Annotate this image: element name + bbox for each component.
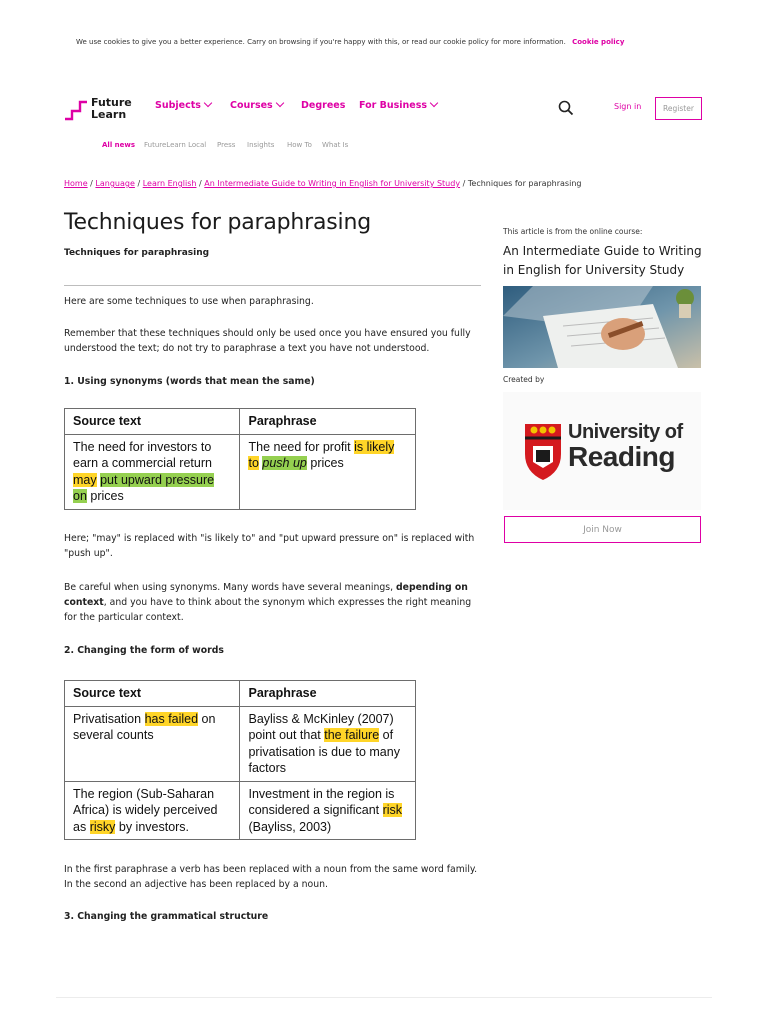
heading-grammatical-structure: 3. Changing the grammatical structure [64,911,269,922]
breadcrumb-course[interactable]: An Intermediate Guide to Writing in English for University Study [204,179,461,188]
paraphrase-text: of privatisation is due to many factors [248,728,400,775]
paraphrase-cell [240,781,416,840]
here-paragraph: Here; "may" is replaced with "is likely to" and "put upward pressure on" is replaced with "push up". [64,533,475,559]
careful-text: , and you have to think about the synonym which expresses the right meaning for the particular context. [64,597,472,623]
source-text: on several counts [73,711,216,742]
nav-degrees[interactable] [301,100,345,111]
logo-mark-icon [64,99,88,121]
table-header-source: Source text [65,681,240,707]
source-text: The region (Sub-Saharan Africa) is widely perceived as [73,786,218,834]
careful-text: Be careful when using synonyms. Many words have several meanings, [64,582,396,593]
careful-bold: depending on context [64,582,468,608]
nav-subjects[interactable] [155,100,211,111]
highlight-yellow: is likely [354,439,395,454]
university-name-line-1: University of [568,421,683,443]
paraphrase-text: prices [306,456,344,470]
nav-for-business[interactable] [359,100,437,111]
heading-changing-form: 2. Changing the form of words [64,645,224,656]
breadcrumb-separator: / [90,179,93,188]
heading-synonyms: 1. Using synonyms (words that mean the same) [64,376,315,387]
table-header-source: Source text [65,409,240,435]
created-by-label: Created by [503,375,545,384]
course-from-label: This article is from the online course: [503,227,643,236]
breadcrumb-learn-english[interactable]: Learn English [142,179,197,188]
table-header-row [65,681,416,707]
paraphrase-text: The need for profit [248,439,355,454]
breadcrumb [64,179,581,188]
remember-paragraph: Remember that these techniques should only be used once you have ensured you fully understood the text; do not try to paraphrase a text you have not understood. [64,328,471,354]
chevron-down-icon [204,99,212,107]
source-cell [65,781,240,840]
paraphrase-text: Investment in the region is considered a significant [248,786,395,817]
subnav-press[interactable]: Press [217,141,236,149]
nav-courses[interactable] [230,100,283,111]
subnav-futurelearn-local[interactable]: FutureLearn Local [144,141,207,149]
highlight-yellow: to [248,456,259,470]
course-photo [503,286,701,368]
nav-degrees-label: Degrees [301,100,346,111]
subnav-all-news[interactable]: All news [102,141,136,149]
subnav-insights[interactable]: Insights [247,141,275,149]
nav-courses-label: Courses [230,100,273,111]
join-now-button[interactable]: Join Now [504,516,701,543]
register-button[interactable]: Register [655,97,702,120]
highlight-yellow: may [73,472,97,487]
divider [64,285,481,286]
breadcrumb-separator: / [137,179,141,188]
subnav-what-is[interactable]: What Is [322,141,349,149]
table-row [65,434,416,509]
table-row [65,706,416,781]
course-title-link[interactable]: An Intermediate Guide to Writing in English for University Study [503,244,702,277]
article-subtitle: Techniques for paraphrasing [64,248,210,258]
table-row [65,781,416,840]
logo-line-1: Future [91,96,132,109]
search-icon[interactable] [558,100,574,116]
paraphrase-text: Bayliss & McKinley (2007) point out that [248,711,394,742]
breadcrumb-current: Techniques for paraphrasing [467,179,582,188]
course-image[interactable] [503,286,701,368]
nav-for-business-label: For Business [359,100,428,111]
table-header-paraphrase: Paraphrase [240,409,416,435]
chevron-down-icon [430,99,438,107]
logo-text [91,97,132,121]
cookie-policy-link[interactable]: Cookie policy [572,38,625,46]
footer-divider [56,997,712,998]
first-paraphrase-paragraph: In the first paraphrase a verb has been replaced with a noun from the same word family. In the second an adjective has been replaced by a noun. [64,864,478,890]
paraphrase-cell [240,706,416,781]
table-header-row [65,409,416,435]
careful-paragraph [64,580,484,625]
chevron-down-icon [275,99,283,107]
word-form-table [64,680,416,840]
page-title: Techniques for paraphrasing [64,210,371,235]
source-text: by investors. [115,819,190,834]
highlight-yellow: risky [89,819,116,834]
futurelearn-logo[interactable] [64,97,144,123]
source-text: prices [86,489,124,503]
highlight-green: put upward pressure [100,472,215,487]
nav-subjects-label: Subjects [155,100,201,111]
table-header-paraphrase: Paraphrase [240,681,416,707]
source-text: Privatisation [73,711,145,726]
university-logo[interactable] [503,392,701,510]
logo-line-2: Learn [91,108,127,121]
paraphrase-cell [240,434,416,509]
breadcrumb-language[interactable]: Language [95,179,135,188]
breadcrumb-separator: / [462,179,466,188]
cookie-text: We use cookies to give you a better experience. Carry on browsing if you're happy with this, or read our cookie policy for more information. [76,38,566,46]
cookie-banner [76,38,624,46]
synonyms-table [64,408,416,510]
paraphrase-text: (Bayliss, 2003) [248,819,332,834]
sign-in-link[interactable]: Sign in [614,102,642,111]
intro-paragraph: Here are some techniques to use when paraphrasing. [64,296,314,307]
breadcrumb-home[interactable]: Home [64,179,88,188]
breadcrumb-separator: / [199,179,202,188]
highlight-yellow: has failed [144,711,199,726]
source-cell [65,434,240,509]
highlight-yellow: the failure [324,728,380,742]
subnav-how-to[interactable]: How To [287,141,312,149]
source-text: The need for investors to earn a commercial return [73,439,212,470]
highlight-green: push up [262,456,307,470]
highlight-yellow: risk [382,803,403,817]
highlight-green: on [73,489,87,503]
source-cell [65,706,240,781]
university-name-line-2: Reading [568,441,675,472]
